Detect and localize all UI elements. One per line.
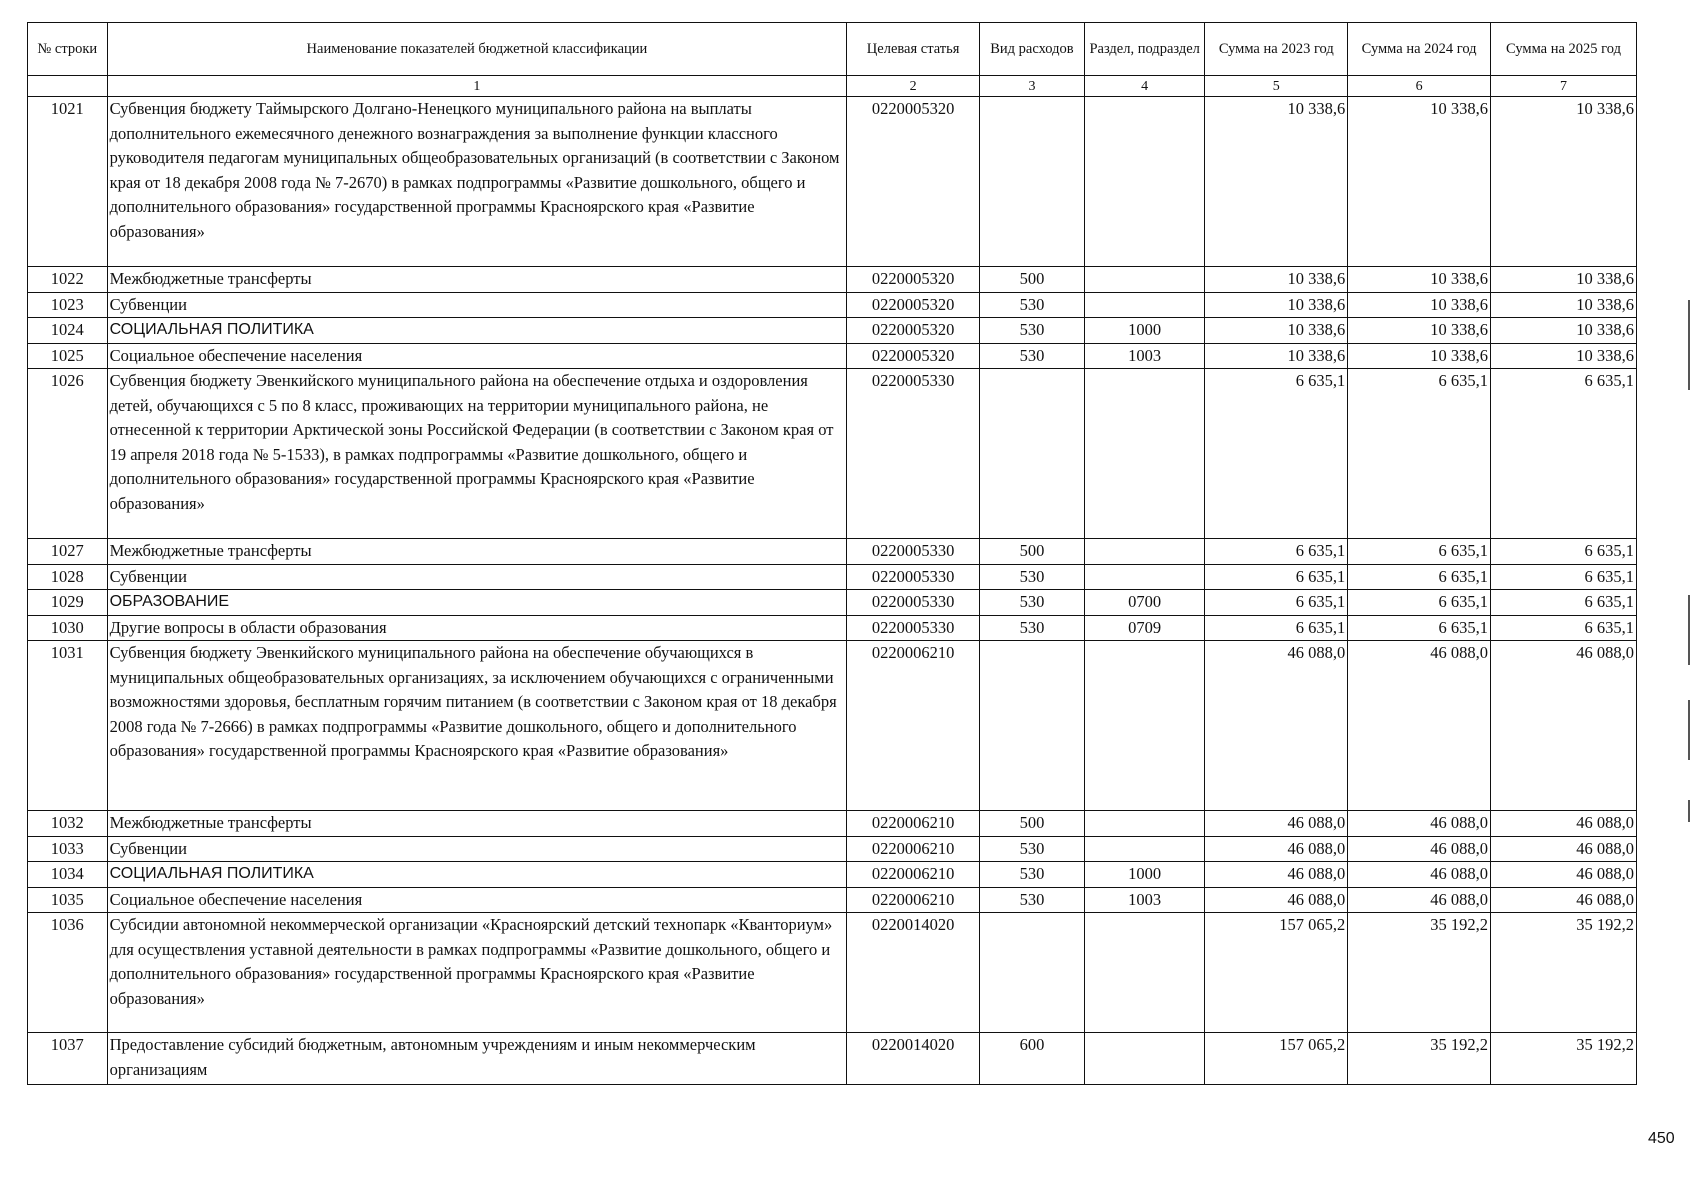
row-sum-2025: 10 338,6 (1491, 318, 1637, 344)
header-expense-type: Вид расходов (979, 23, 1084, 76)
row-name: ОБРАЗОВАНИЕ (107, 590, 847, 616)
header-row-no: № строки (28, 23, 108, 76)
row-expense-type: 530 (979, 590, 1084, 616)
row-sum-2023: 10 338,6 (1205, 318, 1348, 344)
row-expense-type: 530 (979, 292, 1084, 318)
row-target-code: 0220005330 (847, 615, 980, 641)
row-expense-type: 500 (979, 267, 1084, 293)
row-sum-2023: 10 338,6 (1205, 97, 1348, 267)
colnum-4: 4 (1084, 76, 1204, 97)
colnum-2: 2 (847, 76, 980, 97)
table-row (28, 564, 1637, 590)
row-number: 1036 (28, 913, 108, 1033)
table-body (28, 97, 1637, 1085)
table-row (28, 539, 1637, 565)
row-sum-2023: 10 338,6 (1205, 267, 1348, 293)
table-row (28, 641, 1637, 811)
row-expense-type: 500 (979, 539, 1084, 565)
table-row (28, 811, 1637, 837)
row-sum-2024: 6 635,1 (1348, 539, 1491, 565)
row-sum-2023: 6 635,1 (1205, 590, 1348, 616)
row-sum-2025: 6 635,1 (1491, 539, 1637, 565)
row-expense-type (979, 97, 1084, 267)
row-number: 1022 (28, 267, 108, 293)
table-row (28, 343, 1637, 369)
row-target-code: 0220005330 (847, 564, 980, 590)
table-row (28, 292, 1637, 318)
row-number: 1034 (28, 862, 108, 888)
row-sum-2023: 6 635,1 (1205, 369, 1348, 539)
colnum-7: 7 (1491, 76, 1637, 97)
row-expense-type (979, 369, 1084, 539)
scan-edge-mark (1688, 300, 1690, 390)
row-sum-2025: 10 338,6 (1491, 343, 1637, 369)
row-number: 1031 (28, 641, 108, 811)
row-expense-type: 600 (979, 1033, 1084, 1085)
column-number-row (28, 76, 1637, 97)
row-sum-2025: 35 192,2 (1491, 1033, 1637, 1085)
row-target-code: 0220005330 (847, 590, 980, 616)
table-row (28, 836, 1637, 862)
row-section-code: 0709 (1084, 615, 1204, 641)
table-row (28, 887, 1637, 913)
row-section-code: 0700 (1084, 590, 1204, 616)
row-name: Субвенция бюджету Эвенкийского муниципального района на обеспечение отдыха и оздоровления детей, обучающихся с 5 по 8 класс, проживающих на территории муниципального района, не отнесенной к территории Арктической зоны Российской Федерации (в соответствии с Законом края от 19 апреля 2018 года № 5-1533), в рамках подпрограммы «Развитие дошкольного, общего и дополнительного образования» государственной программы Красноярского края «Развитие образования» (107, 369, 847, 539)
row-number: 1026 (28, 369, 108, 539)
row-sum-2025: 10 338,6 (1491, 292, 1637, 318)
row-sum-2024: 46 088,0 (1348, 887, 1491, 913)
row-expense-type: 530 (979, 343, 1084, 369)
row-sum-2023: 46 088,0 (1205, 862, 1348, 888)
colnum-3: 3 (979, 76, 1084, 97)
row-expense-type: 530 (979, 836, 1084, 862)
row-section-code (1084, 97, 1204, 267)
row-sum-2023: 10 338,6 (1205, 292, 1348, 318)
header-sum-2025: Сумма на 2025 год (1491, 23, 1637, 76)
row-number: 1032 (28, 811, 108, 837)
row-number: 1035 (28, 887, 108, 913)
row-name: СОЦИАЛЬНАЯ ПОЛИТИКА (107, 862, 847, 888)
row-sum-2025: 46 088,0 (1491, 641, 1637, 811)
row-section-code: 1003 (1084, 343, 1204, 369)
row-sum-2023: 46 088,0 (1205, 641, 1348, 811)
row-sum-2024: 10 338,6 (1348, 343, 1491, 369)
row-expense-type: 530 (979, 318, 1084, 344)
row-name: Межбюджетные трансферты (107, 811, 847, 837)
row-sum-2024: 6 635,1 (1348, 369, 1491, 539)
row-number: 1024 (28, 318, 108, 344)
row-target-code: 0220005320 (847, 318, 980, 344)
row-section-code (1084, 913, 1204, 1033)
row-sum-2025: 6 635,1 (1491, 615, 1637, 641)
table-row (28, 590, 1637, 616)
row-section-code (1084, 292, 1204, 318)
row-sum-2024: 6 635,1 (1348, 564, 1491, 590)
scan-edge-mark (1688, 800, 1690, 822)
row-sum-2024: 10 338,6 (1348, 267, 1491, 293)
row-section-code: 1000 (1084, 318, 1204, 344)
table-row (28, 913, 1637, 1033)
row-sum-2023: 46 088,0 (1205, 811, 1348, 837)
row-sum-2024: 6 635,1 (1348, 590, 1491, 616)
row-sum-2023: 10 338,6 (1205, 343, 1348, 369)
colnum-5: 5 (1205, 76, 1348, 97)
row-name: СОЦИАЛЬНАЯ ПОЛИТИКА (107, 318, 847, 344)
row-sum-2025: 10 338,6 (1491, 267, 1637, 293)
row-sum-2023: 6 635,1 (1205, 564, 1348, 590)
row-sum-2024: 35 192,2 (1348, 1033, 1491, 1085)
row-sum-2024: 46 088,0 (1348, 811, 1491, 837)
row-target-code: 0220006210 (847, 836, 980, 862)
row-name: Межбюджетные трансферты (107, 267, 847, 293)
row-number: 1028 (28, 564, 108, 590)
row-number: 1025 (28, 343, 108, 369)
row-target-code: 0220014020 (847, 913, 980, 1033)
row-section-code (1084, 369, 1204, 539)
row-target-code: 0220014020 (847, 1033, 980, 1085)
row-sum-2023: 46 088,0 (1205, 836, 1348, 862)
row-target-code: 0220005320 (847, 343, 980, 369)
row-sum-2023: 46 088,0 (1205, 887, 1348, 913)
row-sum-2023: 6 635,1 (1205, 539, 1348, 565)
row-sum-2025: 35 192,2 (1491, 913, 1637, 1033)
row-sum-2025: 6 635,1 (1491, 564, 1637, 590)
row-target-code: 0220005320 (847, 97, 980, 267)
row-expense-type: 530 (979, 615, 1084, 641)
budget-table (27, 22, 1637, 1085)
row-expense-type (979, 913, 1084, 1033)
row-number: 1023 (28, 292, 108, 318)
row-name: Субвенции (107, 836, 847, 862)
row-number: 1030 (28, 615, 108, 641)
row-sum-2024: 46 088,0 (1348, 862, 1491, 888)
row-name: Социальное обеспечение населения (107, 343, 847, 369)
row-section-code (1084, 1033, 1204, 1085)
row-section-code (1084, 641, 1204, 811)
row-sum-2025: 6 635,1 (1491, 369, 1637, 539)
table-row (28, 318, 1637, 344)
row-section-code (1084, 267, 1204, 293)
row-sum-2025: 46 088,0 (1491, 811, 1637, 837)
row-target-code: 0220006210 (847, 641, 980, 811)
header-target: Целевая статья (847, 23, 980, 76)
row-section-code (1084, 811, 1204, 837)
row-sum-2023: 6 635,1 (1205, 615, 1348, 641)
row-number: 1037 (28, 1033, 108, 1085)
colnum-0 (28, 76, 108, 97)
row-section-code (1084, 564, 1204, 590)
table-row (28, 862, 1637, 888)
row-sum-2025: 46 088,0 (1491, 887, 1637, 913)
row-sum-2024: 10 338,6 (1348, 97, 1491, 267)
colnum-1: 1 (107, 76, 847, 97)
header-section: Раздел, подраздел (1084, 23, 1204, 76)
colnum-6: 6 (1348, 76, 1491, 97)
row-target-code: 0220006210 (847, 887, 980, 913)
row-sum-2024: 6 635,1 (1348, 615, 1491, 641)
table-row (28, 615, 1637, 641)
header-name: Наименование показателей бюджетной классификации (107, 23, 847, 76)
row-section-code: 1003 (1084, 887, 1204, 913)
row-expense-type: 500 (979, 811, 1084, 837)
row-sum-2024: 10 338,6 (1348, 292, 1491, 318)
page-number: 450 (1648, 1130, 1675, 1147)
table-row (28, 1033, 1637, 1085)
row-sum-2024: 46 088,0 (1348, 641, 1491, 811)
scan-edge-mark (1688, 700, 1690, 760)
row-target-code: 0220005330 (847, 539, 980, 565)
row-sum-2024: 10 338,6 (1348, 318, 1491, 344)
row-sum-2024: 46 088,0 (1348, 836, 1491, 862)
row-sum-2025: 46 088,0 (1491, 836, 1637, 862)
row-name: Социальное обеспечение населения (107, 887, 847, 913)
row-number: 1033 (28, 836, 108, 862)
row-name: Субвенция бюджету Таймырского Долгано-Ненецкого муниципального района на выплаты дополнительного ежемесячного денежного вознаграждения за выполнение функции классного руководителя педагогам муниципальных общеобразовательных организаций (в соответствии с Законом края от 18 декабря 2008 года № 7-2670) в рамках подпрограммы «Развитие дошкольного, общего и дополнительного образования» государственной программы Красноярского края «Развитие образования» (107, 97, 847, 267)
row-name: Субвенция бюджету Эвенкийского муниципального района на обеспечение обучающихся в муниципальных общеобразовательных организациях, за исключением обучающихся с ограниченными возможностями здоровья, бесплатным горячим питанием (в соответствии с Законом края от 18 декабря 2008 года № 7-2666) в рамках подпрограммы «Развитие дошкольного, общего и дополнительного образования» государственной программы Красноярского края «Развитие образования» (107, 641, 847, 811)
row-section-code (1084, 539, 1204, 565)
table-row (28, 97, 1637, 267)
row-name: Другие вопросы в области образования (107, 615, 847, 641)
row-target-code: 0220005330 (847, 369, 980, 539)
row-sum-2025: 6 635,1 (1491, 590, 1637, 616)
row-target-code: 0220006210 (847, 862, 980, 888)
row-expense-type (979, 641, 1084, 811)
row-name: Предоставление субсидий бюджетным, автономным учреждениям и иным некоммерческим организациям (107, 1033, 847, 1085)
row-expense-type: 530 (979, 564, 1084, 590)
row-section-code: 1000 (1084, 862, 1204, 888)
row-target-code: 0220005320 (847, 292, 980, 318)
row-expense-type: 530 (979, 862, 1084, 888)
row-name: Субсидии автономной некоммерческой организации «Красноярский детский технопарк «Кванториум» для осуществления уставной деятельности в рамках подпрограммы «Развитие дошкольного, общего и дополнительного образования» государственной программы Красноярского края «Развитие образования» (107, 913, 847, 1033)
table-row (28, 369, 1637, 539)
header-sum-2024: Сумма на 2024 год (1348, 23, 1491, 76)
row-sum-2023: 157 065,2 (1205, 1033, 1348, 1085)
row-section-code (1084, 836, 1204, 862)
row-name: Субвенции (107, 564, 847, 590)
row-name: Субвенции (107, 292, 847, 318)
row-number: 1029 (28, 590, 108, 616)
row-name: Межбюджетные трансферты (107, 539, 847, 565)
scan-edge-mark (1688, 595, 1690, 665)
row-target-code: 0220006210 (847, 811, 980, 837)
row-sum-2025: 46 088,0 (1491, 862, 1637, 888)
row-number: 1021 (28, 97, 108, 267)
header-sum-2023: Сумма на 2023 год (1205, 23, 1348, 76)
row-number: 1027 (28, 539, 108, 565)
table-header (28, 23, 1637, 97)
row-target-code: 0220005320 (847, 267, 980, 293)
row-sum-2024: 35 192,2 (1348, 913, 1491, 1033)
row-sum-2023: 157 065,2 (1205, 913, 1348, 1033)
row-sum-2025: 10 338,6 (1491, 97, 1637, 267)
table-row (28, 267, 1637, 293)
row-expense-type: 530 (979, 887, 1084, 913)
